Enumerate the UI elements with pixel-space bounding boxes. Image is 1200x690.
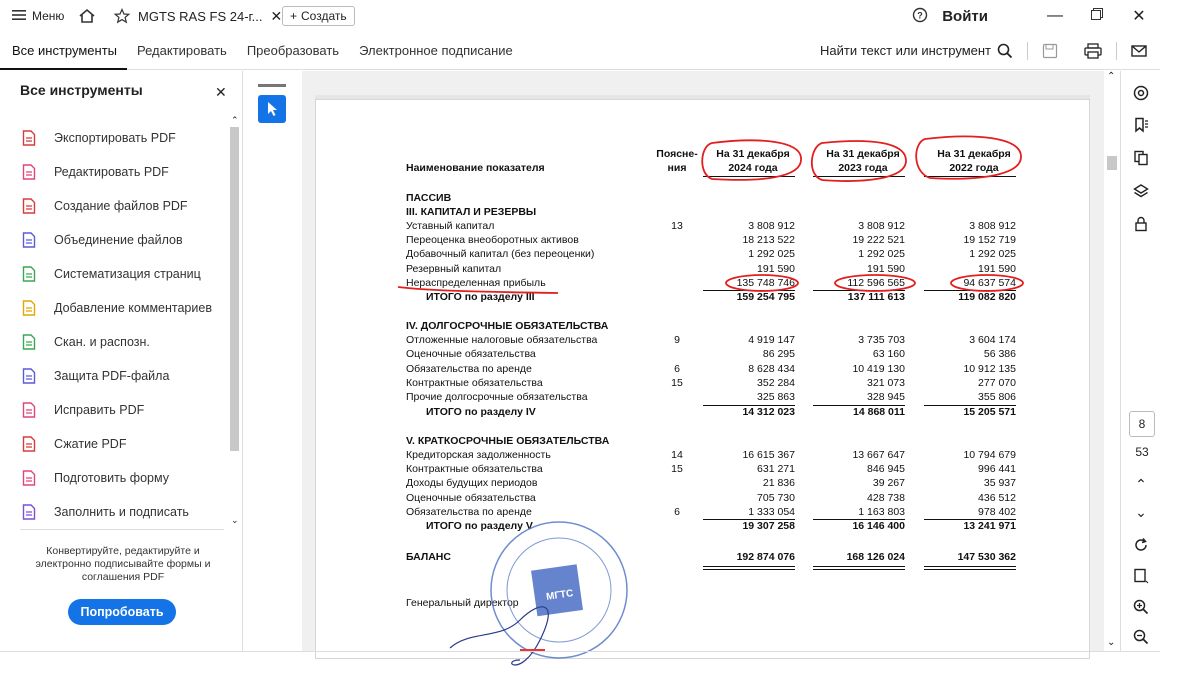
total-underline: [924, 290, 1016, 291]
layers-icon[interactable]: [1131, 181, 1151, 201]
chevron-up-icon[interactable]: ⌃: [1135, 475, 1147, 492]
divider: [1116, 42, 1117, 60]
tool-label: Редактировать PDF: [54, 165, 169, 179]
close-tab-icon[interactable]: ✕: [270, 7, 283, 24]
title-bar: [0, 0, 1160, 32]
row-value: 86 295: [762, 348, 795, 360]
divider: [0, 651, 1160, 652]
row-value: 352 284: [757, 377, 795, 389]
row-label: Прочие долгосрочные обязательства: [406, 391, 588, 403]
row-value: 355 806: [978, 391, 1016, 403]
svg-text:?: ?: [917, 10, 923, 20]
header-col-2023: [813, 147, 913, 175]
row-value: 19 222 521: [852, 234, 905, 246]
row-value: 3 604 174: [969, 334, 1016, 346]
tool-label: Подготовить форму: [54, 471, 169, 485]
tab-title: MGTS RAS FS 24-г...: [138, 8, 263, 24]
row-label: Добавочный капитал (без переоценки): [406, 248, 595, 260]
select-tool-button[interactable]: [258, 95, 286, 123]
total-underline: [924, 569, 1016, 570]
row-value: 10 419 130: [852, 363, 905, 375]
svg-text:МГТС: МГТС: [545, 588, 575, 603]
row-label: Резервный капитал: [406, 263, 502, 275]
tool-label: Экспортировать PDF: [54, 131, 176, 145]
total-underline: [924, 566, 1016, 567]
header-col-2024: [703, 147, 803, 175]
document-scroll-thumb[interactable]: [1107, 156, 1117, 170]
zoom-in-icon[interactable]: [1131, 597, 1151, 617]
header-2023-line2: 2023 года: [838, 162, 888, 174]
header-name-col: Наименование показателя: [406, 162, 545, 174]
row-value: 3 808 912: [748, 220, 795, 232]
export-pdf-icon: [22, 130, 54, 146]
total-underline: [703, 405, 795, 406]
restore-icon[interactable]: [1076, 7, 1118, 25]
row-value: 436 512: [978, 492, 1016, 504]
row-label: ПАССИВ: [406, 192, 452, 204]
create-button[interactable]: [282, 6, 355, 26]
create-pdf-icon: [22, 198, 54, 214]
signin-button[interactable]: Войти: [942, 7, 988, 25]
create-label: Создать: [301, 9, 347, 23]
header-underline: [703, 176, 795, 177]
header-2023-line1: На 31 декабря: [826, 148, 900, 160]
total-underline: [813, 290, 905, 291]
menu-label: Меню: [32, 9, 65, 23]
protect-pdf-icon: [22, 368, 54, 384]
tab-e-sign[interactable]: Электронное подписание: [359, 43, 513, 58]
total-underline: [813, 519, 905, 520]
row-value: 978 402: [978, 506, 1016, 518]
director-label: Генеральный директор: [406, 597, 519, 609]
page-total: 53: [1135, 445, 1149, 459]
total-underline: [703, 569, 795, 570]
row-label: III. КАПИТАЛ И РЕЗЕРВЫ: [406, 206, 537, 218]
scan-ocr-icon: [22, 334, 54, 350]
cursor-icon: [265, 101, 279, 117]
row-label: Контрактные обязательства: [406, 463, 543, 475]
tool-item[interactable]: [22, 495, 212, 529]
tool-item[interactable]: [22, 325, 212, 359]
row-value: 16 146 400: [852, 520, 905, 532]
row-note: 15: [671, 463, 683, 475]
print-icon[interactable]: [1084, 43, 1102, 59]
tool-item[interactable]: [22, 291, 212, 325]
row-label: Нераспределенная прибыль: [406, 277, 546, 289]
row-value: 3 808 912: [858, 220, 905, 232]
mail-icon[interactable]: [1131, 44, 1147, 58]
total-underline: [703, 290, 795, 291]
row-value: 19 307 258: [742, 520, 795, 532]
row-note: 14: [671, 449, 683, 461]
row-value: 277 070: [978, 377, 1016, 389]
row-note: 15: [671, 377, 683, 389]
close-window-icon[interactable]: ✕: [1132, 8, 1146, 25]
row-value: 8 628 434: [748, 363, 795, 375]
row-value: 191 590: [978, 263, 1016, 275]
chevron-down-icon[interactable]: ⌄: [1135, 503, 1147, 520]
company-seal: [488, 519, 630, 661]
divider: [20, 529, 224, 530]
row-value: 15 205 571: [963, 406, 1016, 418]
total-underline: [703, 566, 795, 567]
row-value: 135 748 746: [736, 277, 795, 289]
row-note: 6: [674, 506, 680, 518]
row-value: 631 271: [757, 463, 795, 475]
row-value: 21 836: [762, 477, 795, 489]
row-note: 6: [674, 363, 680, 375]
total-underline: [924, 519, 1016, 520]
all-tools-panel: [0, 71, 243, 651]
tool-item[interactable]: [22, 189, 212, 223]
row-value: 3 735 703: [858, 334, 905, 346]
tool-item[interactable]: [22, 359, 212, 393]
page-display-icon[interactable]: [1131, 566, 1151, 586]
document-scrollbar[interactable]: ⌃ ⌄: [1104, 71, 1120, 651]
row-value: 159 254 795: [736, 291, 795, 303]
row-label: БАЛАНС: [406, 551, 451, 563]
tab-all-tools[interactable]: Все инструменты: [0, 32, 127, 70]
minimize-icon[interactable]: —: [1047, 7, 1063, 24]
row-value: 10 912 135: [963, 363, 1016, 375]
home-icon: [78, 8, 96, 24]
row-value: 19 152 719: [963, 234, 1016, 246]
ai-assistant-icon[interactable]: [1131, 83, 1151, 103]
tool-item[interactable]: [22, 155, 212, 189]
row-value: 428 738: [867, 492, 905, 504]
home-button[interactable]: [70, 8, 104, 24]
menu-button[interactable]: [0, 9, 70, 24]
compress-pdf-icon: [22, 436, 54, 452]
comment-icon: [22, 300, 54, 316]
header-note-line1: Поясне-: [656, 148, 698, 160]
tool-item[interactable]: [22, 427, 212, 461]
row-value: 63 160: [872, 348, 905, 360]
row-label: ИТОГО по разделу V: [426, 520, 533, 532]
header-note-line2: ния: [667, 162, 687, 174]
tool-label: Сжатие PDF: [54, 437, 127, 451]
row-value: 112 596 565: [847, 277, 905, 289]
plus-icon: +: [290, 9, 298, 23]
tool-label: Систематизация страниц: [54, 267, 201, 281]
row-value: 846 945: [867, 463, 905, 475]
row-value: 13 667 647: [852, 449, 905, 461]
panel-scroll-thumb[interactable]: [230, 127, 239, 451]
row-value: 94 637 574: [963, 277, 1016, 289]
right-toolbar: [1120, 71, 1160, 651]
tool-label: Защита PDF-файла: [54, 369, 170, 383]
row-value: 1 292 025: [858, 248, 905, 260]
total-underline: [813, 566, 905, 567]
panel-title: Все инструменты: [20, 82, 143, 98]
header-note-col: [656, 147, 698, 175]
redact-pdf-icon: [22, 402, 54, 418]
row-value: 192 874 076: [736, 551, 795, 563]
row-value: 191 590: [757, 263, 795, 275]
total-underline: [813, 569, 905, 570]
row-value: 56 386: [983, 348, 1016, 360]
try-button[interactable]: Попробовать: [68, 599, 176, 625]
row-label: Отложенные налоговые обязательства: [406, 334, 598, 346]
header-underline: [813, 176, 905, 177]
total-underline: [703, 519, 795, 520]
row-value: 1 292 025: [748, 248, 795, 260]
row-value: 4 919 147: [748, 334, 795, 346]
help-icon[interactable]: [912, 7, 928, 26]
row-value: 705 730: [757, 492, 795, 504]
row-label: ИТОГО по разделу IV: [426, 406, 536, 418]
row-value: 328 945: [867, 391, 905, 403]
row-value: 39 267: [872, 477, 905, 489]
header-2022-line2: 2022 года: [949, 162, 999, 174]
tool-label: Создание файлов PDF: [54, 199, 188, 213]
row-value: 10 794 679: [963, 449, 1016, 461]
edit-pdf-icon: [22, 164, 54, 180]
row-value: 1 292 025: [969, 248, 1016, 260]
row-value: 14 312 023: [742, 406, 795, 418]
search-icon[interactable]: [997, 43, 1013, 59]
row-note: 13: [671, 220, 683, 232]
row-value: 3 808 912: [969, 220, 1016, 232]
header-col-2022: [924, 147, 1024, 175]
row-value: 13 241 971: [963, 520, 1016, 532]
refresh-icon[interactable]: [1131, 535, 1151, 555]
total-underline: [813, 405, 905, 406]
row-label: Доходы будущих периодов: [406, 477, 538, 489]
row-label: ИТОГО по разделу III: [426, 291, 535, 303]
tool-label: Добавление комментариев: [54, 301, 212, 315]
row-value: 1 333 054: [748, 506, 795, 518]
close-panel-icon[interactable]: ✕: [215, 84, 227, 100]
row-value: 321 073: [867, 377, 905, 389]
tool-label: Заполнить и подписать: [54, 505, 189, 519]
prepare-form-icon: [22, 470, 54, 486]
row-note: 9: [674, 334, 680, 346]
row-label: Оценочные обязательства: [406, 348, 536, 360]
zoom-out-icon[interactable]: [1131, 627, 1151, 647]
header-underline: [924, 176, 1016, 177]
header-2022-line1: На 31 декабря: [937, 148, 1011, 160]
row-value: 191 590: [867, 263, 905, 275]
tool-label: Скан. и распозн.: [54, 335, 150, 349]
row-value: 14 868 011: [853, 406, 905, 418]
row-label: Кредиторская задолженность: [406, 449, 551, 461]
hamburger-icon: [12, 9, 26, 24]
row-value: 325 863: [757, 391, 795, 403]
tool-label: Исправить PDF: [54, 403, 145, 417]
row-label: Уставный капитал: [406, 220, 495, 232]
tool-item[interactable]: [22, 393, 212, 427]
row-label: IV. ДОЛГОСРОЧНЫЕ ОБЯЗАТЕЛЬСТВА: [406, 320, 609, 332]
row-value: 168 126 024: [846, 551, 905, 563]
tool-item[interactable]: [22, 257, 212, 291]
tool-list: [22, 121, 212, 529]
row-value: 16 615 367: [742, 449, 795, 461]
document-tab[interactable]: [104, 0, 283, 32]
tool-item[interactable]: [22, 223, 212, 257]
tool-label: Объединение файлов: [54, 233, 183, 247]
tool-item[interactable]: [22, 121, 212, 155]
star-icon[interactable]: [114, 8, 130, 24]
promo-text: Конвертируйте, редактируйте и электронно подписывайте формы и соглашения PDF: [35, 545, 211, 583]
row-label: Переоценка внеоборотных активов: [406, 234, 579, 246]
row-value: 147 530 362: [957, 551, 1016, 563]
pages-icon[interactable]: [1131, 148, 1151, 168]
row-label: Обязательства по аренде: [406, 363, 532, 375]
row-value: 1 163 803: [858, 506, 905, 518]
save-icon[interactable]: [1042, 43, 1058, 59]
row-value: 18 213 522: [742, 234, 795, 246]
page-tools-column: [244, 71, 302, 651]
row-value: 35 937: [983, 477, 1016, 489]
divider: [1027, 42, 1028, 60]
row-label: Оценочные обязательства: [406, 492, 536, 504]
tab-edit[interactable]: Редактировать: [137, 43, 227, 58]
command-bar: [0, 32, 1160, 70]
row-label: Контрактные обязательства: [406, 377, 543, 389]
page-number-input[interactable]: 8: [1129, 411, 1155, 437]
panel-scrollbar[interactable]: ⌃ ⌄: [231, 115, 239, 525]
row-value: 119 082 820: [958, 291, 1016, 303]
tab-convert[interactable]: Преобразовать: [246, 43, 340, 58]
tool-item[interactable]: [22, 461, 212, 495]
row-label: Обязательства по аренде: [406, 506, 532, 518]
organize-pages-icon: [22, 266, 54, 282]
bookmark-icon[interactable]: [1131, 115, 1151, 135]
find-tool-label[interactable]: Найти текст или инструмент: [820, 43, 991, 58]
row-value: 137 111 613: [847, 291, 905, 303]
toolbar-handle[interactable]: [258, 84, 286, 87]
fill-sign-icon: [22, 504, 54, 520]
row-value: 996 441: [978, 463, 1016, 475]
total-underline: [924, 405, 1016, 406]
combine-files-icon: [22, 232, 54, 248]
lock-icon[interactable]: [1131, 214, 1151, 234]
header-2024-line2: 2024 года: [728, 162, 778, 174]
header-2024-line1: На 31 декабря: [716, 148, 790, 160]
row-label: V. КРАТКОСРОЧНЫЕ ОБЯЗАТЕЛЬСТВА: [406, 435, 610, 447]
